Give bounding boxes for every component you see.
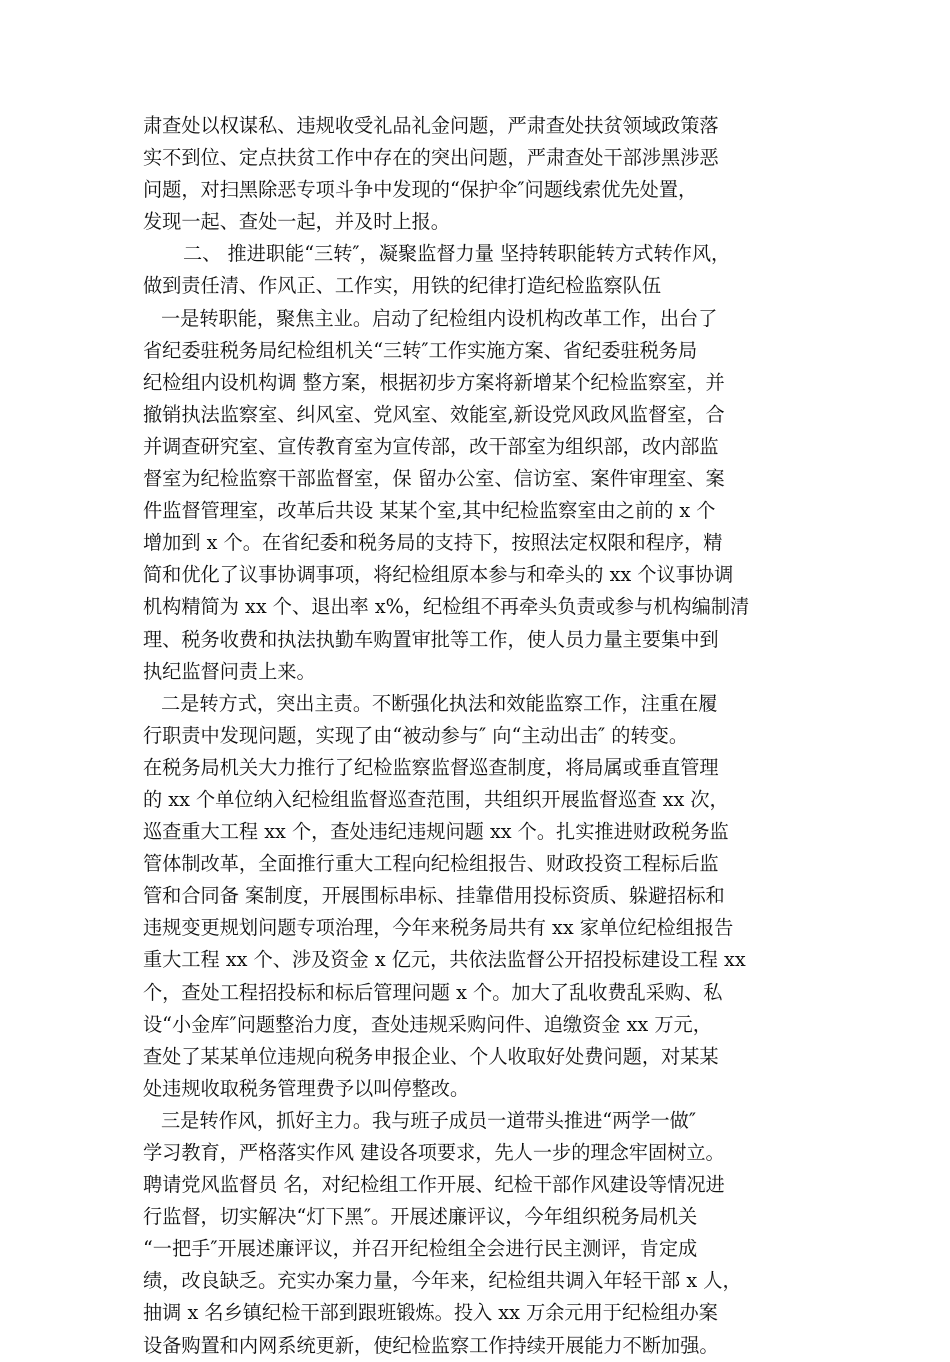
text-line: 一是转职能，聚焦主业。启动了纪检组内设机构改革工作，出台了 — [161, 306, 718, 330]
text-line: 设备购置和内网系统更新，使纪检监察工作持续开展能力不断加强。 — [143, 1333, 719, 1357]
paragraph-zhuanfangshi — [143, 688, 813, 1105]
text-line: 理、税务收费和执法执勤车购置审批等工作，使人员力量主要集中到 — [143, 627, 719, 651]
text-line: 绩，改良缺乏。充实办案力量，今年来，纪检组共调入年轻干部 x 人， — [143, 1269, 742, 1293]
paragraph-zhuanzhineng — [143, 303, 813, 688]
text-line: 肃查处以权谋私、违规收受礼品礼金问题，严肃查处扶贫领域政策落 — [143, 114, 719, 137]
text-line: 三是转作风，抓好主力。我与班子成员一道带头推进“两学一做″ — [161, 1108, 697, 1132]
text-line: 二是转方式，突出主责。不断强化执法和效能监察工作，注重在履 — [161, 691, 718, 715]
text-line: 并调查研究室、宣传教育室为宣传部，改干部室为组织部，改内部监 — [143, 434, 719, 458]
section-heading — [143, 238, 813, 302]
text-line: 设“小金库″问题整治力度，查处违规采购问件、追缴资金 xx 万元， — [143, 1012, 712, 1036]
text-line: 管和合同备 案制度，开展围标串标、挂靠借用投标资质、躲避招标和 — [143, 884, 725, 908]
text-line: 抽调 x 名乡镇纪检干部到跟班锻炼。投入 xx 万余元用于纪检组办案 — [143, 1301, 718, 1325]
text-line: 行监督，切实解决“灯下黑″。开展述廉评议，今年组织税务局机关 — [143, 1205, 698, 1229]
text-line: 处违规收取税务管理费予以叫停整改。 — [143, 1076, 470, 1100]
text-line: 个，查处工程招投标和标后管理问题 x 个。加大了乱收费乱采购、私 — [143, 980, 723, 1004]
text-line: 简和优化了议事协调事项，将纪检组原本参与和牵头的 xx 个议事协调 — [143, 563, 734, 587]
text-line: 省纪委驻税务局纪检组机关“三转″工作实施方案、省纪委驻税务局 — [143, 338, 698, 362]
text-line: 违规变更规划问题专项治理，今年来税务局共有 xx 家单位纪检组报告 — [143, 916, 734, 940]
text-line: 撤销执法监察室、纠风室、党风室、效能室,新设党风政风监督室，合 — [143, 402, 725, 426]
text-line: 纪检组内设机构调 整方案，根据初步方案将新增某个纪检监察室，并 — [143, 370, 725, 394]
heading-line: 做到责任清、作风正、工作实，用铁的纪律打造纪检监察队伍 — [143, 274, 662, 298]
text-line: 问题，对扫黑除恶专项斗争中发现的“保护伞″问题线索优先处置， — [143, 178, 698, 202]
text-line: 发现一起、查处一起，并及时上报。 — [143, 210, 450, 234]
text-line: 查处了某某单位违规向税务申报企业、个人收取好处费问题，对某某 — [143, 1044, 719, 1068]
paragraph-continuation — [143, 110, 813, 238]
text-line: 督室为纪检监察干部监督室，保 留办公室、信访室、案件审理室、案 — [143, 467, 725, 491]
text-line: 执纪监督问责上来。 — [143, 659, 316, 683]
text-line: 的 xx 个单位纳入纪检组监督巡查范围，共组织开展监督巡查 xx 次， — [143, 787, 729, 811]
text-line: “一把手″开展述廉评议，并召开纪检组全会进行民主测评，肯定成 — [143, 1237, 698, 1261]
document-page — [143, 110, 813, 1362]
text-line: 聘请党风监督员 名，对纪检组工作开展、纪检干部作风建设等情况进 — [143, 1173, 725, 1197]
text-line: 重大工程 xx 个、涉及资金 x 亿元，共依法监督公开招投标建设工程 xx — [143, 948, 746, 972]
text-line: 巡查重大工程 xx 个，查处违纪违规问题 xx 个。扎实推进财政税务监 — [143, 820, 729, 844]
paragraph-zhuanzuofeng — [143, 1105, 813, 1362]
heading-line: 二、 推进职能“三转″，凝聚监督力量 坚持转职能转方式转作风， — [183, 242, 731, 266]
text-line: 学习教育，严格落实作风 建设各项要求，先人一步的理念牢固树立。 — [143, 1141, 725, 1164]
text-line: 机构精简为 xx 个、退出率 x%，纪检组不再牵头负责或参与机构编制清 — [143, 595, 750, 619]
text-line: 在税务局机关大力推行了纪检监察监督巡查制度，将局属或垂直管理 — [143, 755, 719, 779]
text-line: 实不到位、定点扶贫工作中存在的突出问题，严肃查处干部涉黑涉恶 — [143, 146, 719, 170]
text-line: 件监督管理室，改革后共设 某某个室,其中纪检监察室由之前的 x 个 — [143, 499, 716, 523]
text-line: 增加到 x 个。在省纪委和税务局的支持下，按照法定权限和程序，精 — [143, 531, 723, 555]
text-line: 管体制改革，全面推行重大工程向纪检组报告、财政投资工程标后监 — [143, 852, 719, 876]
text-line: 行职责中发现问题，实现了由“被动参与″ 向“主动出击″ 的转变。 — [143, 723, 689, 747]
